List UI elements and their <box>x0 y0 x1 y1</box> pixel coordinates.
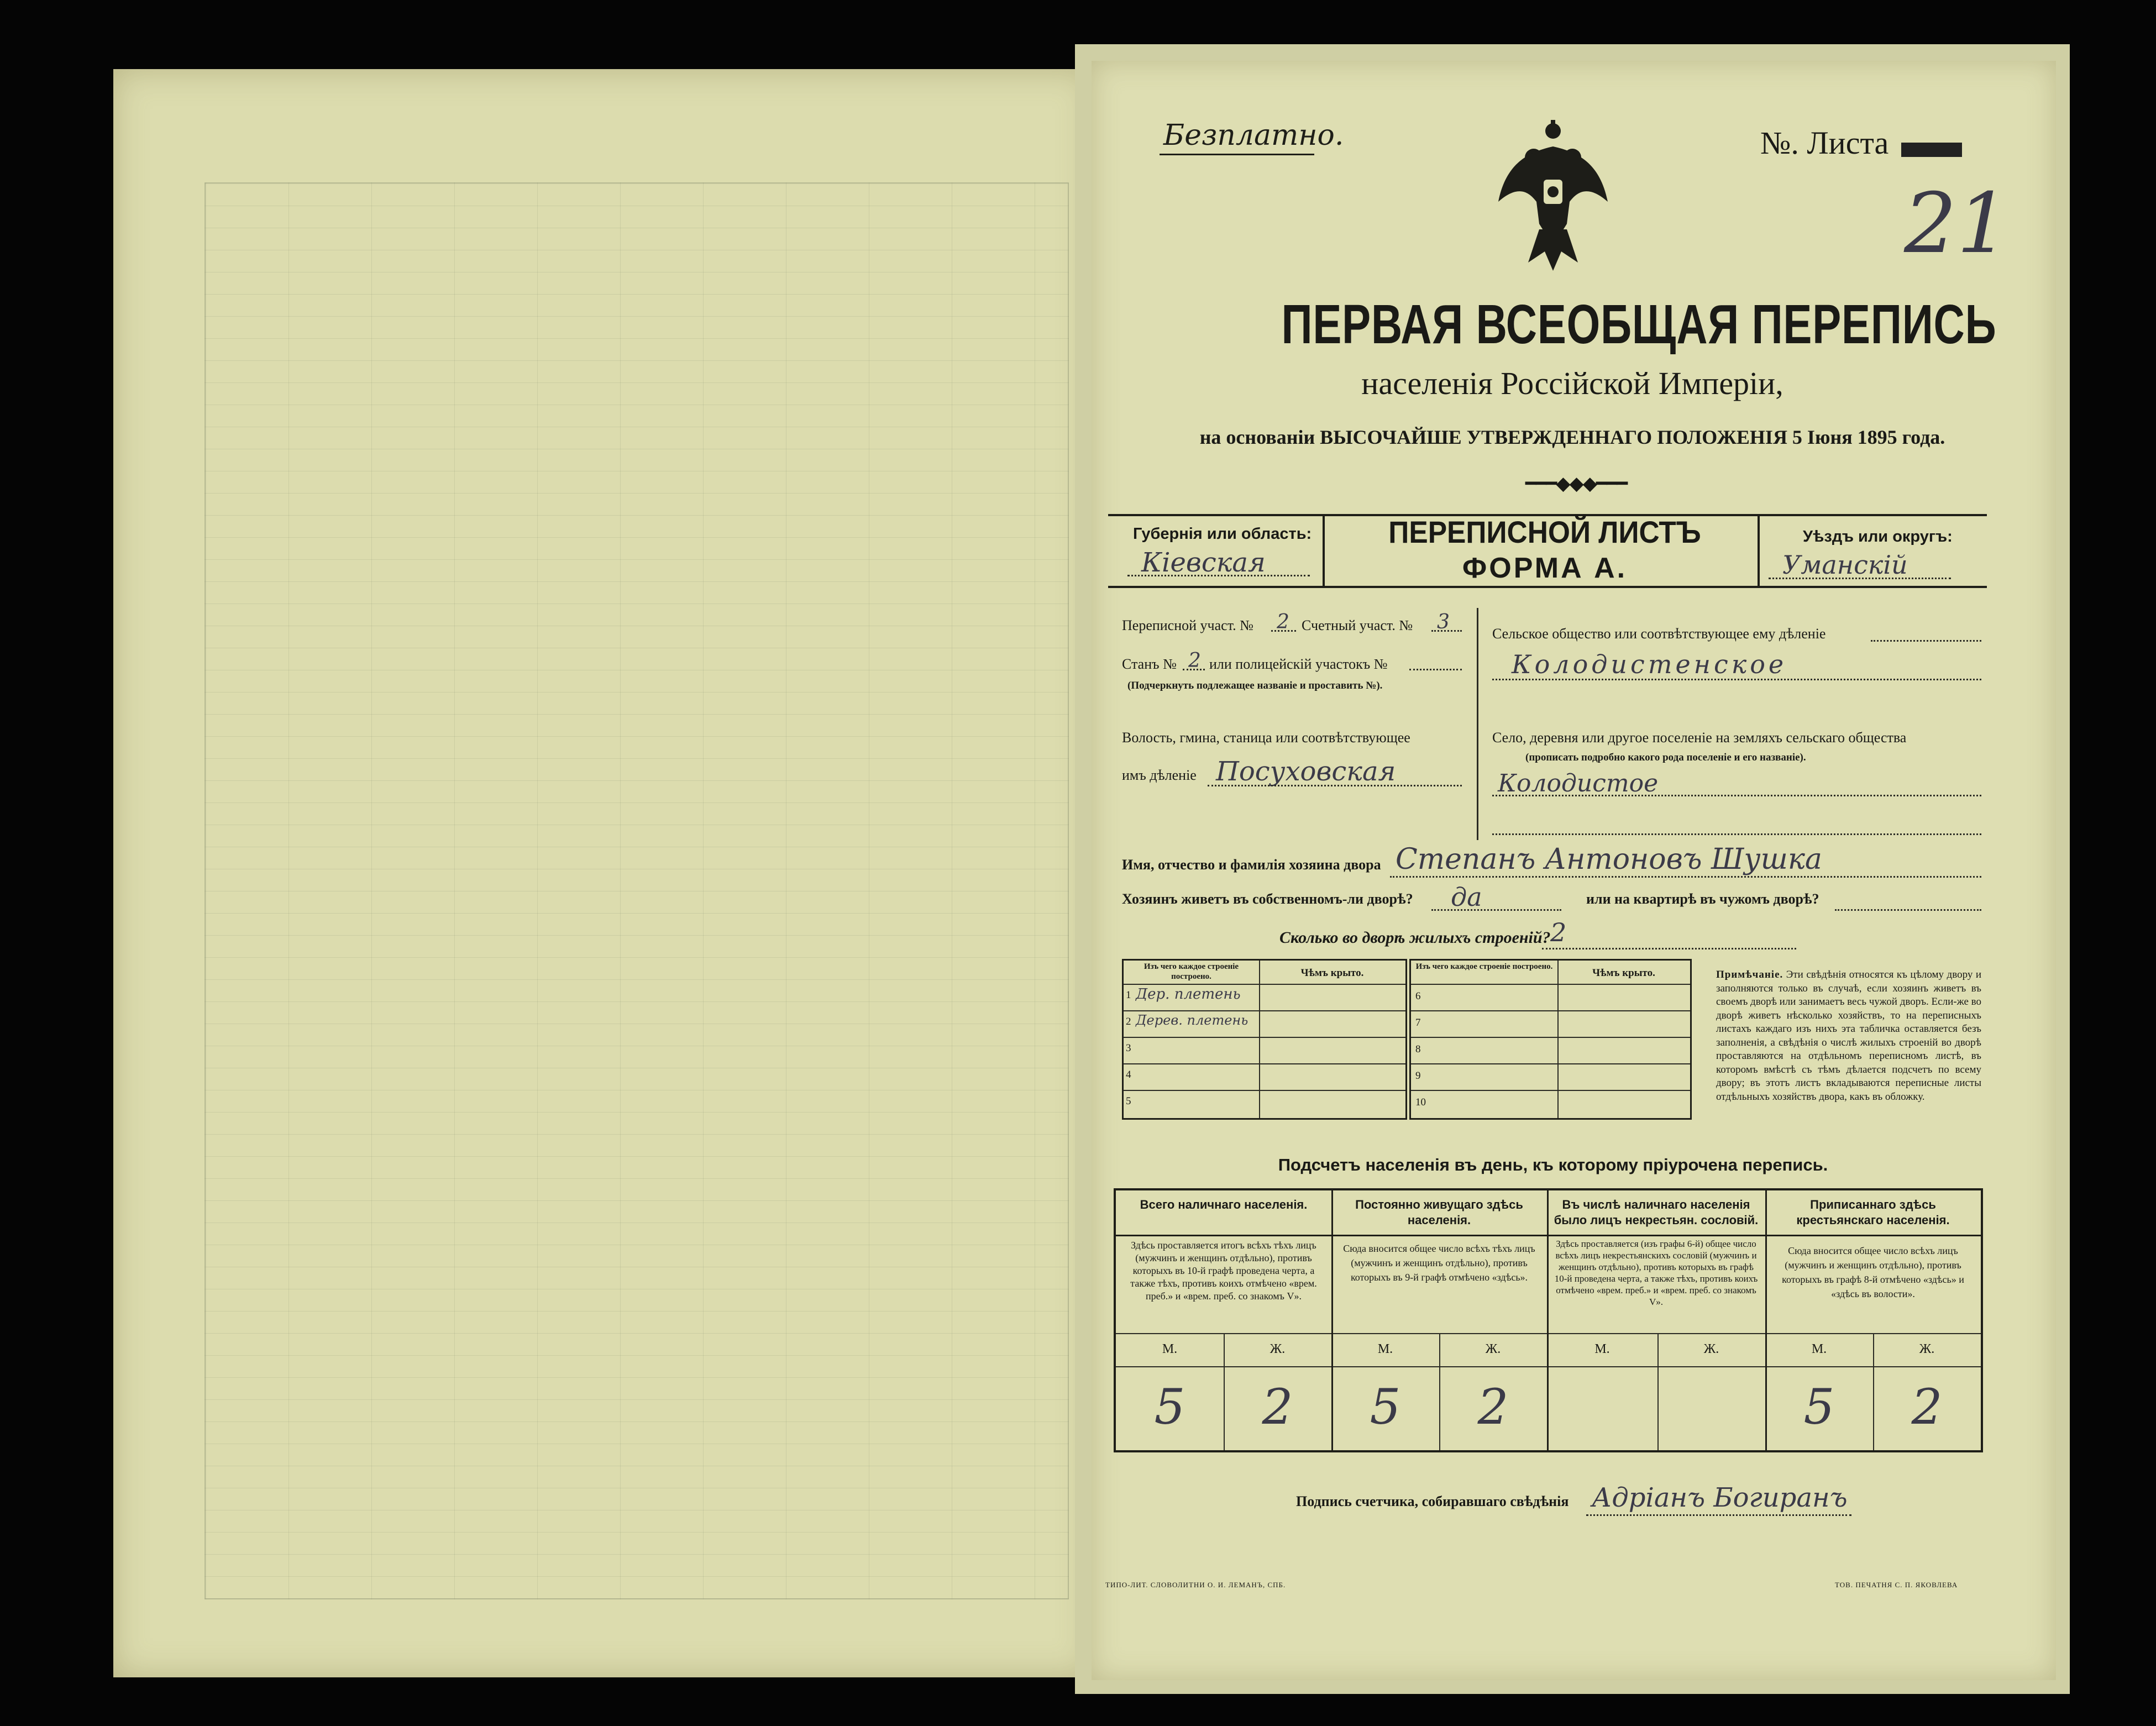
police-line <box>1409 669 1462 670</box>
uchastok-line <box>1271 630 1296 632</box>
owner-line <box>1390 876 1981 878</box>
free-label: Безплатно. <box>1163 119 1344 152</box>
ornament-divider: ━━━◆◆◆━━━ <box>1525 474 1627 494</box>
buildings-line <box>1542 948 1796 949</box>
sheet-number-value: 21 <box>1904 176 2010 272</box>
buildings-table-left <box>1122 959 1407 1120</box>
row-number: 3 <box>1126 1042 1131 1054</box>
volost-label-1: Волость, гмина, станица или соотвѣтствующее <box>1122 730 1410 746</box>
uezd-value: Уманскій <box>1782 550 1908 580</box>
row-number: 9 <box>1415 1070 1421 1082</box>
lives-alt-line <box>1835 909 1981 911</box>
lives-line <box>1431 909 1561 911</box>
form-head-bottom-rule <box>1108 586 1987 588</box>
row-material: Дерев. плетень <box>1136 1012 1249 1028</box>
row-material: Дер. плетень <box>1136 986 1241 1003</box>
m-label: М. <box>1811 1342 1827 1356</box>
zh-label: Ж. <box>1919 1342 1935 1356</box>
note-title: Примѣчаніе. <box>1716 969 1783 980</box>
col-roof-header: Чѣмъ крыто. <box>1300 967 1364 979</box>
gubernia-value: Кіевская <box>1141 547 1266 578</box>
row-number: 2 <box>1126 1016 1131 1027</box>
count-value: 5 <box>1803 1378 1835 1435</box>
schetny-line <box>1431 630 1462 632</box>
buildings-table-right <box>1409 959 1692 1120</box>
row-number: 5 <box>1126 1095 1131 1107</box>
selo-line-1 <box>1492 795 1981 796</box>
volost-label-2: имъ дѣленіе <box>1122 767 1197 783</box>
sheet-number-label: №. Листа <box>1760 125 1889 161</box>
form-label: ФОРМА А. <box>1462 552 1628 584</box>
schetny-value: 3 <box>1437 611 1450 633</box>
form-subtitle: населенія Россійской Имперіи, <box>1361 365 1783 401</box>
signature-line <box>1586 1514 1851 1516</box>
stan-label: Станъ № <box>1122 656 1177 672</box>
note-text: Эти свѣдѣнія относятся къ цѣлому двору и заполняются только въ случаѣ, если хозяинъ живетъ въ своемъ дворѣ или занимаетъ весь чужой дворъ. Если-же во дворѣ живетъ нѣсколько хозяйствъ, то на переписныхъ листахъ каждаго изъ нихъ эта табличка оставляется безъ заполненія, а свѣдѣнія о числѣ жилыхъ строеній во дворѣ проставляются на отдѣльномъ переписномъ листѣ, въ которомъ вмѣстѣ съ тѣмъ дѣлается подсчетъ по всему двору; въ этотъ листъ вкладываются переписные листы отдѣльныхъ хозяйствъ двора, какъ въ обложку. <box>1716 969 1982 1103</box>
row-number: 6 <box>1415 990 1421 1002</box>
count-value: 5 <box>1154 1378 1185 1435</box>
row-number: 8 <box>1415 1043 1421 1055</box>
uezd-line <box>1769 578 1951 579</box>
redacted-mark <box>1901 143 1962 157</box>
zh-label: Ж. <box>1703 1342 1719 1356</box>
signature-label: Подпись счетчика, собиравшаго свѣдѣнія <box>1296 1493 1569 1509</box>
col-material-header: Изъ чего каждое строеніе построено. <box>1415 962 1553 971</box>
count-col-head: Постоянно живущаго здѣсь населенія. <box>1355 1198 1523 1227</box>
count-col-desc: Сюда вносится общее число всѣхъ тѣхъ лицъ (мужчинъ и женщинъ отдѣльно), противъ которыхъ въ 9-й графѣ отмѣчено «здѣсь». <box>1343 1243 1535 1283</box>
volost-value: Посуховская <box>1216 756 1396 787</box>
lives-label: Хозяинъ живетъ въ собственномъ-ли дворѣ? <box>1122 891 1413 907</box>
count-value: 2 <box>1477 1378 1509 1435</box>
stan-note: (Подчеркнуть подлежащее названіе и проставить №). <box>1127 680 1383 691</box>
stan-value: 2 <box>1188 649 1201 672</box>
form-title: ПЕРВАЯ ВСЕОБЩАЯ ПЕРЕПИСЬ <box>1281 293 1997 355</box>
count-col-desc: Здѣсь проставляется итогъ всѣхъ тѣхъ лицъ (мужчинъ и женщинъ отдѣльно), противъ которыхъ въ 10-й графѣ проведена черта, а также тѣхъ, противъ коихъ отмѣчено «врем. преб.» и «врем. преб. со знакомъ V». <box>1130 1240 1317 1302</box>
note-block <box>1716 968 1981 1104</box>
m-label: М. <box>1377 1342 1393 1356</box>
selo-note: (прописать подробно какого рода поселеніе и его названіе). <box>1525 752 1806 763</box>
count-value: 2 <box>1262 1378 1293 1435</box>
row-number: 1 <box>1126 989 1131 1001</box>
count-col-desc: Здѣсь проставляется (изъ графы 6-й) общее число всѣхъ лицъ некрестьянскихъ сословій (мужчинъ и женщинъ отдѣльно), противъ которыхъ въ графѣ 10-й проведена черта, а также тѣхъ, противъ коихъ отмѣчено «врем. преб.» и «врем. преб. со знакомъ V». <box>1554 1239 1758 1307</box>
obshchestvo-line-2 <box>1492 679 1981 680</box>
form-head-divider-left <box>1323 514 1325 588</box>
selo-line-2 <box>1492 833 1981 835</box>
imprint-right: ТОВ. ПЕЧАТНЯ С. П. ЯКОВЛЕВА <box>1835 1581 1958 1589</box>
count-col-head: Приписаннаго здѣсь крестьянскаго населенія. <box>1796 1198 1950 1227</box>
count-col-head: Всего наличнаго населенія. <box>1140 1198 1308 1211</box>
form-basis: на основаніи ВЫСОЧАЙШЕ УТВЕРЖДЕННАГО ПОЛОЖЕНІЯ 5 Іюня 1895 года. <box>1199 426 1945 448</box>
owner-value: Степанъ Антоновъ Шушка <box>1396 843 1822 876</box>
count-title: Подсчетъ населенія въ день, къ которому пріурочена перепись. <box>1278 1155 1828 1174</box>
lives-alt-label: или на квартирѣ въ чужомъ дворѣ? <box>1586 891 1819 907</box>
imprint-left: ТИПО-ЛИТ. СЛОВОЛИТНИ О. И. ЛЕМАНЪ, СПБ. <box>1105 1581 1286 1589</box>
count-value: 2 <box>1911 1378 1943 1435</box>
m-label: М. <box>1162 1342 1178 1356</box>
gubernia-line <box>1127 575 1310 576</box>
signature-value: Адріанъ Богиранъ <box>1592 1482 1848 1513</box>
form-head-divider-right <box>1758 514 1760 588</box>
uezd-label: Уѣздъ или округъ: <box>1803 528 1953 545</box>
obshchestvo-value: Колодистенское <box>1512 649 1787 679</box>
imperial-eagle-icon <box>1495 119 1611 274</box>
buildings-value: 2 <box>1550 917 1567 947</box>
count-col-desc: Сюда вносится общее число всѣхъ лицъ (мужчинъ и женщинъ отдѣльно), противъ которыхъ въ графѣ 8-й отмѣчено «здѣсь» и «здѣсь въ волости». <box>1782 1245 1964 1299</box>
police-label: или полицейскій участокъ № <box>1209 656 1388 672</box>
schetny-label: Счетный участ. № <box>1302 617 1413 633</box>
obshchestvo-line-1 <box>1871 640 1981 642</box>
zh-label: Ж. <box>1485 1342 1501 1356</box>
selo-value: Колодистое <box>1498 769 1659 798</box>
left-page <box>113 69 1092 1677</box>
free-underline <box>1160 154 1314 155</box>
uchastok-value: 2 <box>1277 611 1289 633</box>
owner-label: Имя, отчество и фамилія хозяина двора <box>1122 857 1381 873</box>
col-roof-header: Чѣмъ крыто. <box>1592 967 1655 979</box>
uchastok-label: Переписной участ. № <box>1122 617 1253 633</box>
fields-divider <box>1477 608 1478 840</box>
faint-grid-bleedthrough <box>204 182 1069 1599</box>
m-label: М. <box>1594 1342 1610 1356</box>
buildings-label: Сколько во дворѣ жилыхъ строеній? <box>1279 928 1551 947</box>
selo-label: Село, деревня или другое поселеніе на земляхъ сельскаго общества <box>1492 730 1907 746</box>
lives-value: да <box>1451 882 1482 912</box>
gubernia-label: Губернія или область: <box>1133 525 1312 543</box>
zh-label: Ж. <box>1270 1342 1286 1356</box>
row-number: 10 <box>1415 1097 1426 1108</box>
volost-line <box>1208 785 1462 786</box>
row-number: 4 <box>1126 1069 1131 1080</box>
obshchestvo-label: Сельское общество или соотвѣтствующее ему дѣленіе <box>1492 626 1826 642</box>
sheet-title: ПЕРЕПИСНОЙ ЛИСТЪ <box>1388 515 1701 549</box>
count-value: 5 <box>1370 1378 1401 1435</box>
stan-line <box>1183 669 1205 670</box>
row-number: 7 <box>1415 1017 1421 1029</box>
count-table <box>1114 1188 1983 1452</box>
col-material-header: Изъ чего каждое строеніе построено. <box>1143 962 1239 981</box>
count-col-head: Въ числѣ наличнаго населенія было лицъ некрестьян. сословій. <box>1554 1198 1759 1227</box>
